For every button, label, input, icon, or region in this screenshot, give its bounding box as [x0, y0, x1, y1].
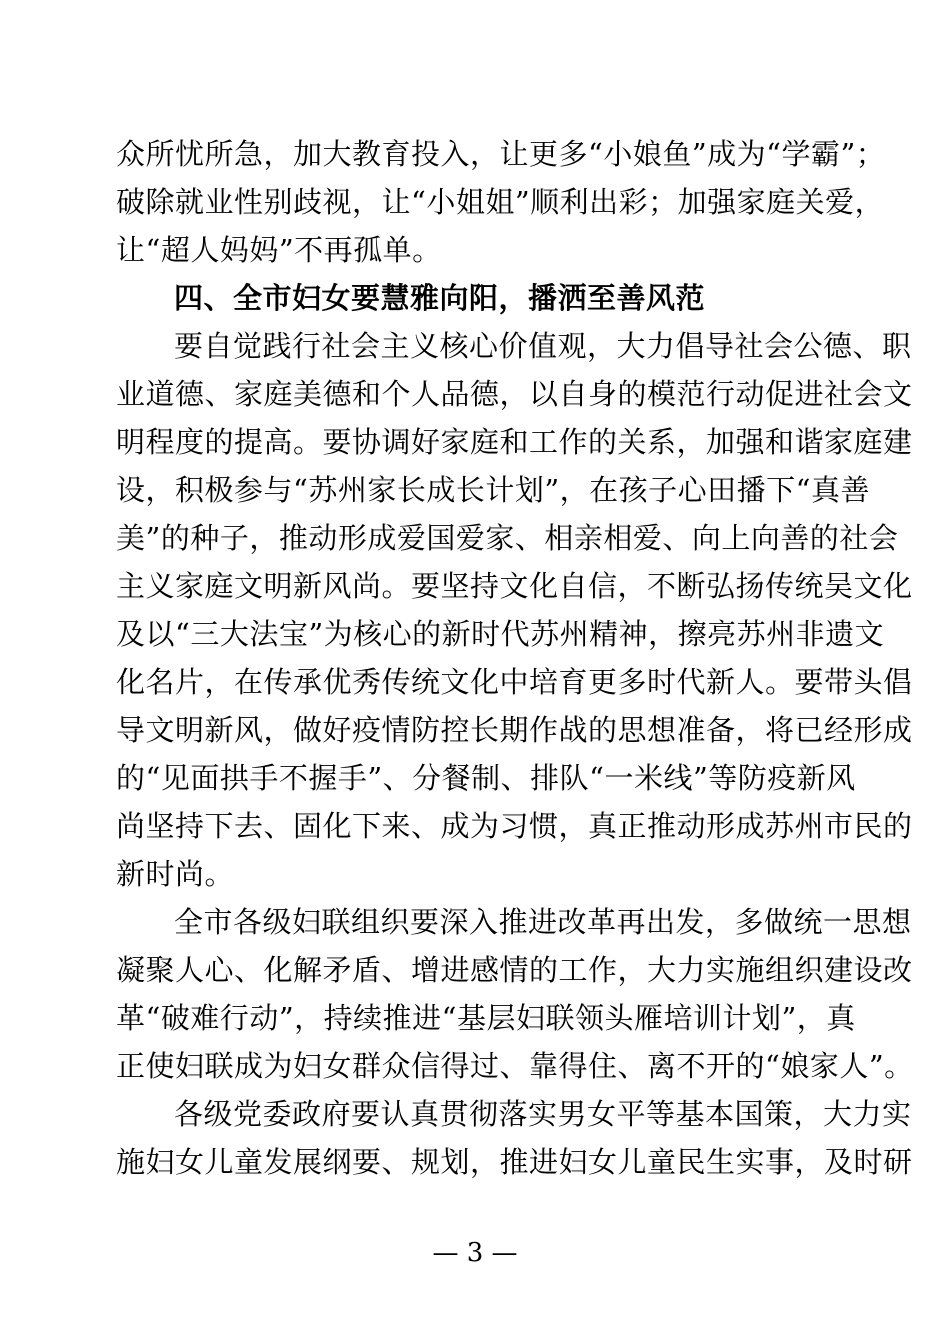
text-line: 设，积极参与“苏州家长成长计划”，在孩子心田播下“真善 [116, 473, 870, 507]
text-line: 全市各级妇联组织要深入推进改革再出发，多做统一思想 [174, 905, 912, 939]
text-line: 让“超人妈妈”不再孤单。 [116, 233, 442, 267]
section-heading: 四、全市妇女要慧雅向阳，播洒至善风范 [174, 281, 706, 315]
text-line: 尚坚持下去、固化下来、成为习惯，真正推动形成苏州市民的 [116, 809, 913, 843]
text-line: 破除就业性别歧视，让“小姐姐”顺利出彩；加强家庭关爱， [116, 185, 885, 219]
page-number: — 3 — [432, 1238, 518, 1268]
text-line: 及以“三大法宝”为核心的新时代苏州精神，擦亮苏州非遗文 [116, 617, 885, 651]
text-line: 业道德、家庭美德和个人品德，以自身的模范行动促进社会文 [116, 377, 913, 411]
text-line: 明程度的提高。要协调好家庭和工作的关系，加强和谐家庭建 [116, 425, 913, 459]
text-line: 化名片，在传承优秀传统文化中培育更多时代新人。要带头倡 [116, 665, 913, 699]
text-line: 美”的种子，推动形成爱国爱家、相亲相爱、向上向善的社会 [116, 521, 899, 555]
text-line: 革“破难行动”，持续推进“基层妇联领头雁培训计划”，真 [116, 1001, 856, 1035]
text-line: 凝聚人心、化解矛盾、增进感情的工作，大力实施组织建设改 [116, 953, 913, 987]
text-line: 众所忧所急，加大教育投入，让更多“小娘鱼”成为“学霸”； [116, 137, 886, 171]
text-line: 的“见面拱手不握手”、分餐制、排队“一米线”等防疫新风 [116, 761, 856, 795]
text-line: 要自觉践行社会主义核心价值观，大力倡导社会公德、职 [174, 329, 912, 363]
text-line: 导文明新风，做好疫情防控长期作战的思想准备，将已经形成 [116, 713, 913, 747]
text-line: 主义家庭文明新风尚。要坚持文化自信，不断弘扬传统吴文化 [116, 569, 913, 603]
text-line: 各级党委政府要认真贯彻落实男女平等基本国策，大力实 [174, 1097, 912, 1131]
text-line: 正使妇联成为妇女群众信得过、靠得住、离不开的“娘家人”。 [116, 1049, 914, 1083]
text-line: 施妇女儿童发展纲要、规划，推进妇女儿童民生实事，及时研 [116, 1145, 913, 1179]
text-line: 新时尚。 [116, 857, 235, 891]
